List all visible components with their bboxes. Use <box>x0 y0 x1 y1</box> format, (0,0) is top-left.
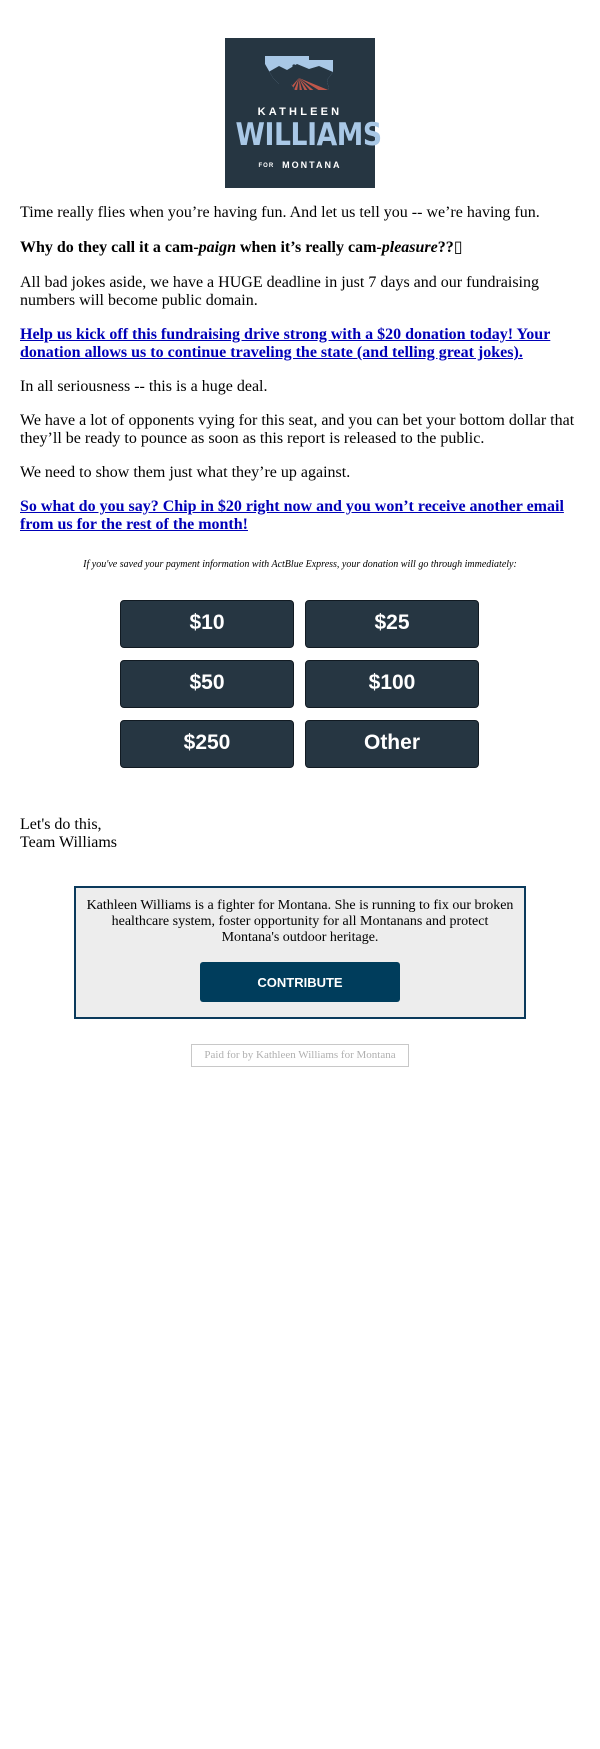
intro-paragraph: Time really flies when you’re having fun. And let us tell you -- we’re having fun. <box>20 204 540 221</box>
donate-10-button[interactable]: $10 <box>120 600 294 648</box>
emoji-icon: ▯ <box>453 239 463 256</box>
joke-part3: when it’s really cam- <box>236 239 382 256</box>
campaign-logo <box>225 38 382 188</box>
paid-for-disclaimer: Paid for by Kathleen Williams for Montana <box>191 1044 409 1067</box>
joke-part5: ?? <box>437 239 454 256</box>
deadline-paragraph: All bad jokes aside, we have a HUGE deadline in just 7 days and our fundraising numbers will become public domain. <box>20 274 539 309</box>
joke-part1: Why do they call it a cam- <box>20 239 199 256</box>
donate-100-button[interactable]: $100 <box>305 660 479 708</box>
signoff <box>20 816 117 852</box>
donate-250-button[interactable]: $250 <box>120 720 294 768</box>
joke-heading <box>20 239 580 257</box>
donate-link-2[interactable]: So what do you say? Chip in $20 right now and you won’t receive another email from us for the rest of the month! <box>20 498 564 533</box>
logo-last-name: WILLIAMS <box>235 117 382 153</box>
seriousness-paragraph: In all seriousness -- this is a huge deal. <box>20 378 268 395</box>
donate-link-1[interactable]: Help us kick off this fundraising drive strong with a $20 donation today! Your donation allows us to continue traveling the state (and telling great jokes). <box>20 326 551 361</box>
donate-25-button[interactable]: $25 <box>305 600 479 648</box>
joke-part2: paign <box>198 239 236 256</box>
opponents-paragraph: We have a lot of opponents vying for this seat, and you can bet your bottom dollar that they’ll be ready to pounce as soon as this report is released to the public. <box>20 412 575 447</box>
footer-box <box>74 886 526 1019</box>
logo-first-name: KATHLEEN <box>257 106 343 118</box>
logo-for-word: FOR <box>258 163 275 169</box>
footer-blurb: Kathleen Williams is a fighter for Montana. She is running to fix our broken healthcare system, foster opportunity for all Montanans and protect Montana's outdoor heritage. <box>86 898 514 945</box>
donate-50-button[interactable]: $50 <box>120 660 294 708</box>
logo-for-montana <box>225 160 375 170</box>
contribute-button[interactable]: CONTRIBUTE <box>200 962 400 1002</box>
show-them-paragraph: We need to show them just what they’re up against. <box>20 464 351 481</box>
logo-state: MONTANA <box>282 160 342 170</box>
signoff-line-2: Team Williams <box>20 834 118 851</box>
link-paragraph-1 <box>20 326 580 362</box>
link-paragraph-2 <box>20 498 580 534</box>
joke-part4: pleasure <box>381 239 438 256</box>
actblue-note: If you've saved your payment information with ActBlue Express, your donation will go through immediately: <box>83 559 517 570</box>
donate-other-button[interactable]: Other <box>305 720 479 768</box>
signoff-line-1: Let's do this, <box>20 816 102 833</box>
